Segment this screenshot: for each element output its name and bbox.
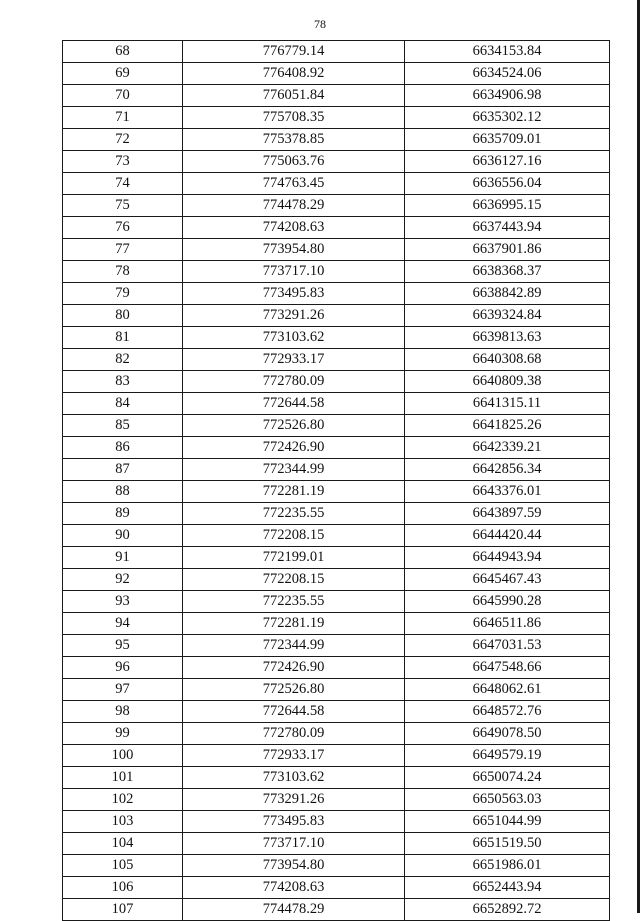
x-coordinate-cell: 772281.19 (183, 481, 405, 503)
y-coordinate-cell: 6640308.68 (405, 349, 610, 371)
table-row (63, 679, 610, 701)
point-number-cell: 106 (63, 877, 183, 899)
x-coordinate-cell: 773495.83 (183, 811, 405, 833)
y-coordinate-cell: 6642856.34 (405, 459, 610, 481)
point-number-cell: 101 (63, 767, 183, 789)
x-coordinate-cell: 773103.62 (183, 767, 405, 789)
y-coordinate-cell: 6635302.12 (405, 107, 610, 129)
y-coordinate-cell: 6639324.84 (405, 305, 610, 327)
x-coordinate-cell: 774478.29 (183, 195, 405, 217)
point-number-cell: 79 (63, 283, 183, 305)
x-coordinate-cell: 773103.62 (183, 327, 405, 349)
x-coordinate-cell: 776051.84 (183, 85, 405, 107)
x-coordinate-cell: 772933.17 (183, 745, 405, 767)
table-row (63, 899, 610, 921)
table-row (63, 195, 610, 217)
y-coordinate-cell: 6644420.44 (405, 525, 610, 547)
y-coordinate-cell: 6638842.89 (405, 283, 610, 305)
point-number-cell: 82 (63, 349, 183, 371)
y-coordinate-cell: 6634153.84 (405, 41, 610, 63)
table-row (63, 261, 610, 283)
point-number-cell: 80 (63, 305, 183, 327)
x-coordinate-cell: 772780.09 (183, 723, 405, 745)
point-number-cell: 87 (63, 459, 183, 481)
page-number: 78 (314, 17, 326, 31)
table-row (63, 393, 610, 415)
x-coordinate-cell: 774478.29 (183, 899, 405, 921)
y-coordinate-cell: 6641315.11 (405, 393, 610, 415)
x-coordinate-cell: 776408.92 (183, 63, 405, 85)
point-number-cell: 103 (63, 811, 183, 833)
table-row (63, 239, 610, 261)
coordinate-table (62, 40, 610, 921)
y-coordinate-cell: 6636556.04 (405, 173, 610, 195)
x-coordinate-cell: 772644.58 (183, 393, 405, 415)
table-row (63, 547, 610, 569)
x-coordinate-cell: 772426.90 (183, 657, 405, 679)
y-coordinate-cell: 6641825.26 (405, 415, 610, 437)
point-number-cell: 105 (63, 855, 183, 877)
table-row (63, 877, 610, 899)
table-row (63, 415, 610, 437)
y-coordinate-cell: 6634524.06 (405, 63, 610, 85)
table-row (63, 635, 610, 657)
point-number-cell: 81 (63, 327, 183, 349)
point-number-cell: 68 (63, 41, 183, 63)
x-coordinate-cell: 772344.99 (183, 635, 405, 657)
point-number-cell: 99 (63, 723, 183, 745)
table-row (63, 437, 610, 459)
table-row (63, 481, 610, 503)
point-number-cell: 94 (63, 613, 183, 635)
x-coordinate-cell: 775708.35 (183, 107, 405, 129)
table-row (63, 151, 610, 173)
y-coordinate-cell: 6636127.16 (405, 151, 610, 173)
y-coordinate-cell: 6634906.98 (405, 85, 610, 107)
point-number-cell: 93 (63, 591, 183, 613)
table-row (63, 811, 610, 833)
point-number-cell: 76 (63, 217, 183, 239)
y-coordinate-cell: 6645990.28 (405, 591, 610, 613)
x-coordinate-cell: 773954.80 (183, 855, 405, 877)
point-number-cell: 104 (63, 833, 183, 855)
y-coordinate-cell: 6648062.61 (405, 679, 610, 701)
y-coordinate-cell: 6637443.94 (405, 217, 610, 239)
y-coordinate-cell: 6640809.38 (405, 371, 610, 393)
x-coordinate-cell: 774208.63 (183, 877, 405, 899)
point-number-cell: 69 (63, 63, 183, 85)
table-row (63, 767, 610, 789)
y-coordinate-cell: 6636995.15 (405, 195, 610, 217)
point-number-cell: 77 (63, 239, 183, 261)
y-coordinate-cell: 6646511.86 (405, 613, 610, 635)
x-coordinate-cell: 772933.17 (183, 349, 405, 371)
point-number-cell: 78 (63, 261, 183, 283)
y-coordinate-cell: 6651986.01 (405, 855, 610, 877)
y-coordinate-cell: 6643897.59 (405, 503, 610, 525)
point-number-cell: 73 (63, 151, 183, 173)
table-row (63, 745, 610, 767)
point-number-cell: 86 (63, 437, 183, 459)
y-coordinate-cell: 6639813.63 (405, 327, 610, 349)
table-row (63, 349, 610, 371)
table-row (63, 723, 610, 745)
x-coordinate-cell: 773291.26 (183, 789, 405, 811)
x-coordinate-cell: 772526.80 (183, 679, 405, 701)
x-coordinate-cell: 773495.83 (183, 283, 405, 305)
point-number-cell: 71 (63, 107, 183, 129)
x-coordinate-cell: 775378.85 (183, 129, 405, 151)
x-coordinate-cell: 775063.76 (183, 151, 405, 173)
table-row (63, 789, 610, 811)
coordinate-table-body (63, 41, 610, 921)
y-coordinate-cell: 6647031.53 (405, 635, 610, 657)
table-row (63, 591, 610, 613)
table-row (63, 459, 610, 481)
table-row (63, 305, 610, 327)
point-number-cell: 83 (63, 371, 183, 393)
x-coordinate-cell: 773291.26 (183, 305, 405, 327)
x-coordinate-cell: 772780.09 (183, 371, 405, 393)
x-coordinate-cell: 776779.14 (183, 41, 405, 63)
x-coordinate-cell: 772208.15 (183, 525, 405, 547)
x-coordinate-cell: 773954.80 (183, 239, 405, 261)
x-coordinate-cell: 772235.55 (183, 591, 405, 613)
table-row (63, 569, 610, 591)
table-row (63, 701, 610, 723)
y-coordinate-cell: 6645467.43 (405, 569, 610, 591)
y-coordinate-cell: 6652443.94 (405, 877, 610, 899)
y-coordinate-cell: 6651044.99 (405, 811, 610, 833)
point-number-cell: 96 (63, 657, 183, 679)
x-coordinate-cell: 772281.19 (183, 613, 405, 635)
x-coordinate-cell: 773717.10 (183, 833, 405, 855)
x-coordinate-cell: 774208.63 (183, 217, 405, 239)
point-number-cell: 84 (63, 393, 183, 415)
point-number-cell: 92 (63, 569, 183, 591)
table-row (63, 525, 610, 547)
table-row (63, 503, 610, 525)
x-coordinate-cell: 772199.01 (183, 547, 405, 569)
point-number-cell: 97 (63, 679, 183, 701)
y-coordinate-cell: 6649078.50 (405, 723, 610, 745)
point-number-cell: 75 (63, 195, 183, 217)
y-coordinate-cell: 6650563.03 (405, 789, 610, 811)
y-coordinate-cell: 6642339.21 (405, 437, 610, 459)
y-coordinate-cell: 6637901.86 (405, 239, 610, 261)
point-number-cell: 95 (63, 635, 183, 657)
table-row (63, 283, 610, 305)
table-row (63, 63, 610, 85)
table-row (63, 855, 610, 877)
y-coordinate-cell: 6651519.50 (405, 833, 610, 855)
table-row (63, 833, 610, 855)
point-number-cell: 88 (63, 481, 183, 503)
point-number-cell: 98 (63, 701, 183, 723)
table-row (63, 657, 610, 679)
x-coordinate-cell: 772208.15 (183, 569, 405, 591)
x-coordinate-cell: 774763.45 (183, 173, 405, 195)
y-coordinate-cell: 6650074.24 (405, 767, 610, 789)
point-number-cell: 107 (63, 899, 183, 921)
y-coordinate-cell: 6644943.94 (405, 547, 610, 569)
table-row (63, 217, 610, 239)
table-row (63, 41, 610, 63)
table-row (63, 173, 610, 195)
x-coordinate-cell: 772344.99 (183, 459, 405, 481)
x-coordinate-cell: 772426.90 (183, 437, 405, 459)
point-number-cell: 100 (63, 745, 183, 767)
table-row (63, 85, 610, 107)
point-number-cell: 70 (63, 85, 183, 107)
table-row (63, 371, 610, 393)
point-number-cell: 72 (63, 129, 183, 151)
x-coordinate-cell: 772526.80 (183, 415, 405, 437)
y-coordinate-cell: 6635709.01 (405, 129, 610, 151)
point-number-cell: 91 (63, 547, 183, 569)
point-number-cell: 74 (63, 173, 183, 195)
point-number-cell: 90 (63, 525, 183, 547)
y-coordinate-cell: 6647548.66 (405, 657, 610, 679)
y-coordinate-cell: 6643376.01 (405, 481, 610, 503)
y-coordinate-cell: 6652892.72 (405, 899, 610, 921)
point-number-cell: 89 (63, 503, 183, 525)
y-coordinate-cell: 6649579.19 (405, 745, 610, 767)
y-coordinate-cell: 6638368.37 (405, 261, 610, 283)
point-number-cell: 85 (63, 415, 183, 437)
x-coordinate-cell: 772235.55 (183, 503, 405, 525)
point-number-cell: 102 (63, 789, 183, 811)
y-coordinate-cell: 6648572.76 (405, 701, 610, 723)
x-coordinate-cell: 773717.10 (183, 261, 405, 283)
table-row (63, 613, 610, 635)
table-row (63, 129, 610, 151)
x-coordinate-cell: 772644.58 (183, 701, 405, 723)
table-row (63, 327, 610, 349)
table-row (63, 107, 610, 129)
